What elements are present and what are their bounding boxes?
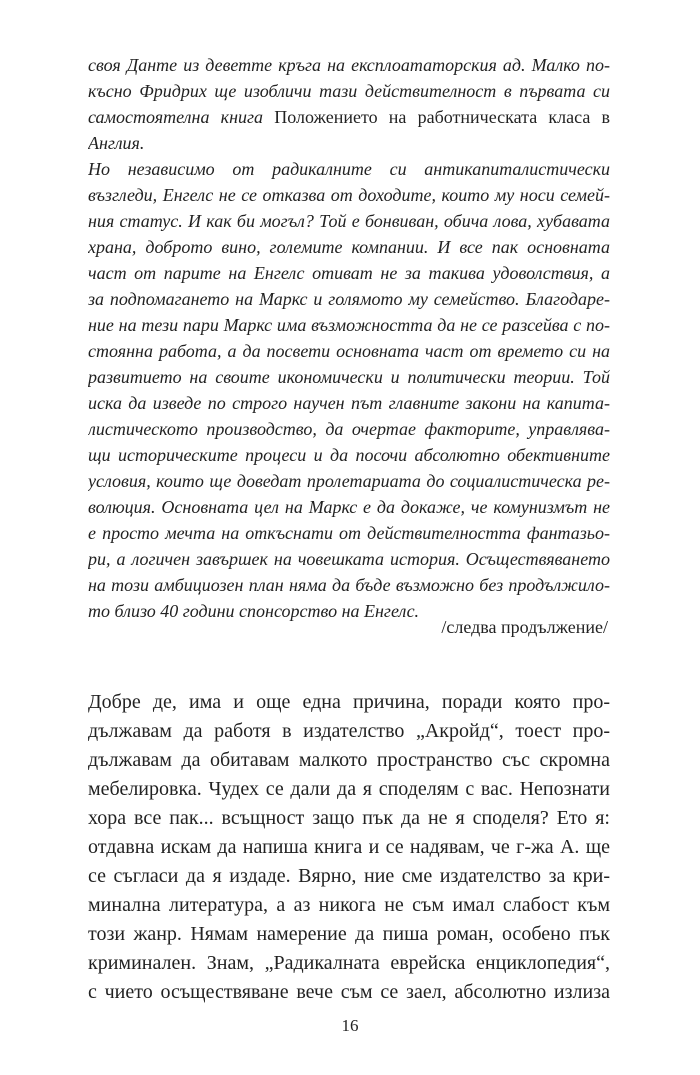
body-line: този жанр. Нямам намерение да пиша роман, особено пък bbox=[88, 923, 610, 945]
quote-line: късно Фридрих ще изобличи тази действителност в първата си bbox=[88, 81, 610, 101]
book-title: Положението на работническата класа в bbox=[274, 107, 610, 127]
quote-line: част от парите на Енгелс отиват не за такива удоволствия, а bbox=[88, 263, 610, 283]
quote-line: ри, а логичен завършек на човешката история. Осъществяването bbox=[88, 549, 610, 569]
quote-line: стоянна работа, а да посвети основната част от времето си на bbox=[88, 341, 610, 361]
body-line: мебелировка. Чудех се дали да я споделям с вас. Непознати bbox=[88, 778, 610, 800]
body-line: Добре де, има и още една причина, поради която про- bbox=[88, 691, 610, 713]
quote-line: храна, доброто вино, големите компании. И все пак основната bbox=[88, 237, 610, 257]
quote-line: Но независимо от радикалните си антикапиталистически bbox=[88, 159, 610, 179]
quote-line: е просто мечта на откъснати от действителността фантазьо- bbox=[88, 523, 610, 543]
quote-line: условия, които ще доведат пролетариата до социалистическа ре- bbox=[88, 471, 610, 491]
body-line: минална литература, а аз никога не съм имал слабост към bbox=[88, 894, 610, 916]
quote-line: Англия. bbox=[88, 133, 145, 153]
quote-line: своя Данте из деветте кръга на експлоататорския ад. Малко по- bbox=[88, 55, 610, 75]
quote-line bbox=[88, 104, 610, 130]
body-line: с чието осъществяване вече съм се заел, абсолютно излиза bbox=[88, 981, 610, 1003]
quote-line: на този амбициозен план няма да бъде възможно без продължило- bbox=[88, 575, 610, 595]
quote-line: за подпомагането на Маркс и голямото му семейство. Благодаре- bbox=[88, 289, 610, 309]
quote-line: листическото производство, да очертае факторите, управлява- bbox=[88, 419, 610, 439]
body-line: дължавам да работя в издателство „Акройд“, тоест про- bbox=[88, 720, 610, 742]
body-line: хора все пак... всъщност защо пък да не я споделя? Ето я: bbox=[88, 807, 610, 829]
body-line: отдавна искам да напиша книга и се надявам, че г-жа А. ще bbox=[88, 836, 610, 858]
quote-line: ние на тези пари Маркс има възможността да не се разсейва с по- bbox=[88, 315, 610, 335]
quote-line: иска да изведе по строго научен път главните закони на капита- bbox=[88, 393, 610, 413]
body-line: дължавам да обитавам малкото пространство със скромна bbox=[88, 749, 610, 771]
body-line: се съгласи да я издаде. Вярно, ние сме издателство за кри- bbox=[88, 865, 610, 887]
quote-line: то близо 40 години спонсорство на Енгелс. bbox=[88, 601, 420, 621]
quote-line: ния статус. И как би могъл? Той е бонвиван, обича лова, хубавата bbox=[88, 211, 610, 231]
quote-line: волюция. Основната цел на Маркс е да докаже, че комунизмът не bbox=[88, 497, 610, 517]
quote-line: щи историческите процеси и да посочи абсолютно обективните bbox=[88, 445, 610, 465]
quote-line-text: самостоятелна книга bbox=[88, 107, 264, 127]
quote-line: възгледи, Енгелс не се отказва от доходите, които му носи семей- bbox=[88, 185, 610, 205]
body-line: криминален. Знам, „Радикалната еврейска енциклопедия“, bbox=[88, 952, 610, 974]
quote-line: развитието на своите икономически и политически теории. Той bbox=[88, 367, 610, 387]
page-number: 16 bbox=[341, 1016, 359, 1035]
continuation-note: /следва продължение/ bbox=[441, 617, 608, 637]
